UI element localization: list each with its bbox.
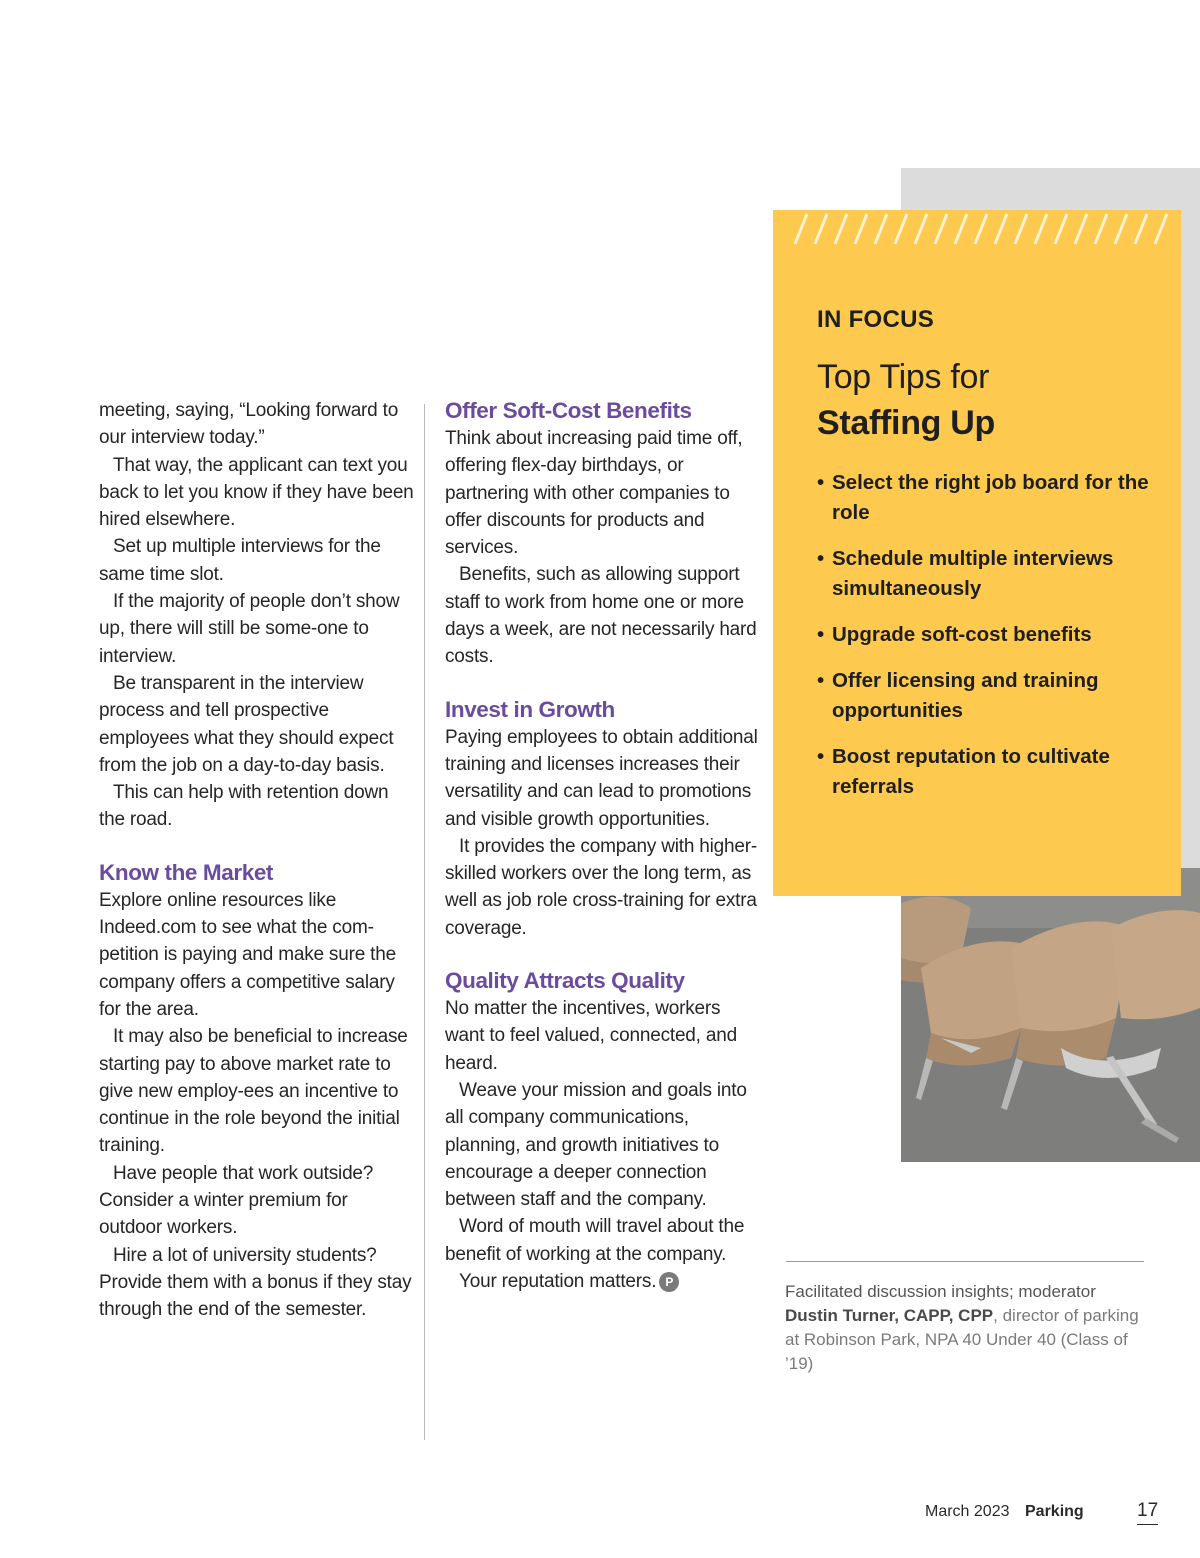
footer-magazine-name: Parking <box>1025 1503 1084 1520</box>
in-focus-panel <box>773 210 1181 896</box>
body-paragraph: This can help with retention down the road. <box>99 782 389 831</box>
body-paragraph: Paying employees to obtain additional training and licenses increases their versatility and can lead to promotions and visible growth opportunities. <box>445 726 758 830</box>
body-paragraph: If the majority of people don’t show up, there will still be some-one to interview. <box>99 591 400 667</box>
tip-item: • Upgrade soft-cost benefits <box>817 623 1092 646</box>
body-paragraph: Be transparent in the interview process and tell prospective employees what they should expect from the job on a day-to-day basis. <box>99 672 394 776</box>
body-paragraph: That way, the applicant can text you back to let you know if they have been hired elsewhere. <box>99 454 414 531</box>
tip-item: • Offer licensing and training opportunities <box>817 669 1099 722</box>
hatch-stripes-decoration <box>783 210 1173 246</box>
column-divider <box>424 404 425 1440</box>
moderator-caption: Facilitated discussion insights; moderator Dustin Turner, CAPP, CPP, director of parking at Robinson Park, NPA 40 Under 40 (Class of ’19) <box>785 1282 1139 1373</box>
body-paragraph: It provides the company with higher-skilled workers over the long term, as well as job role cross-training for extra coverage. <box>445 835 758 939</box>
body-paragraph: Have people that work outside? Consider a winter premium for outdoor workers. <box>99 1162 374 1239</box>
body-paragraph: Weave your mission and goals into all company communications, planning, and growth initiatives to encourage a deeper connection between staff and the company. <box>445 1079 747 1211</box>
in-focus-title-line2: Staffing Up <box>817 404 996 442</box>
in-focus-label: IN FOCUS <box>817 306 935 333</box>
body-paragraph: Hire a lot of university students? Provide them with a bonus if they stay through the end of the semester. <box>99 1244 412 1321</box>
body-paragraph: Explore online resources like Indeed.com to see what the com-petition is paying and make sure the company offers a competitive salary for the area. <box>99 889 396 1020</box>
section-heading-soft-cost: Offer Soft-Cost Benefits <box>445 398 692 423</box>
body-paragraph: Benefits, such as allowing support staff to work from home one or more days a week, are not necessarily hard costs. <box>445 564 757 668</box>
body-paragraph: Word of mouth will travel about the benefit of working at the company. <box>445 1216 745 1265</box>
body-paragraph: Set up multiple interviews for the same time slot. <box>99 536 381 585</box>
in-focus-title-line1: Top Tips for <box>817 358 990 396</box>
parking-end-mark-icon: P <box>659 1272 679 1292</box>
section-heading-invest-in-growth: Invest in Growth <box>445 696 615 722</box>
tip-item: • Schedule multiple interviews simultaneously <box>817 547 1114 600</box>
middle-article-column <box>445 397 760 1295</box>
section-heading-quality: Quality Attracts Quality <box>445 968 685 994</box>
final-paragraph: Your reputation matters. P <box>445 1268 760 1295</box>
page-number: 17 <box>1137 1500 1158 1525</box>
tip-item: • Boost reputation to cultivate referrals <box>817 745 1110 798</box>
left-article-column <box>99 397 414 1324</box>
tip-item: • Select the right job board for the role <box>817 471 1149 524</box>
section-heading-know-the-market: Know the Market <box>99 859 274 885</box>
body-paragraph: meeting, saying, “Looking forward to our interview today.” <box>99 400 399 449</box>
caption-rule <box>786 1261 1144 1262</box>
footer-date: March 2023 <box>925 1503 1010 1520</box>
body-paragraph: Think about increasing paid time off, offering flex-day birthdays, or partnering with other companies to offer discounts for products and services. <box>445 428 743 559</box>
body-paragraph: No matter the incentives, workers want to feel valued, connected, and heard. <box>445 998 737 1074</box>
tips-list <box>817 468 1157 818</box>
body-paragraph: It may also be beneficial to increase starting pay to above market rate to give new employ-ees an incentive to continue in the role beyond the initial training. <box>99 1026 408 1157</box>
